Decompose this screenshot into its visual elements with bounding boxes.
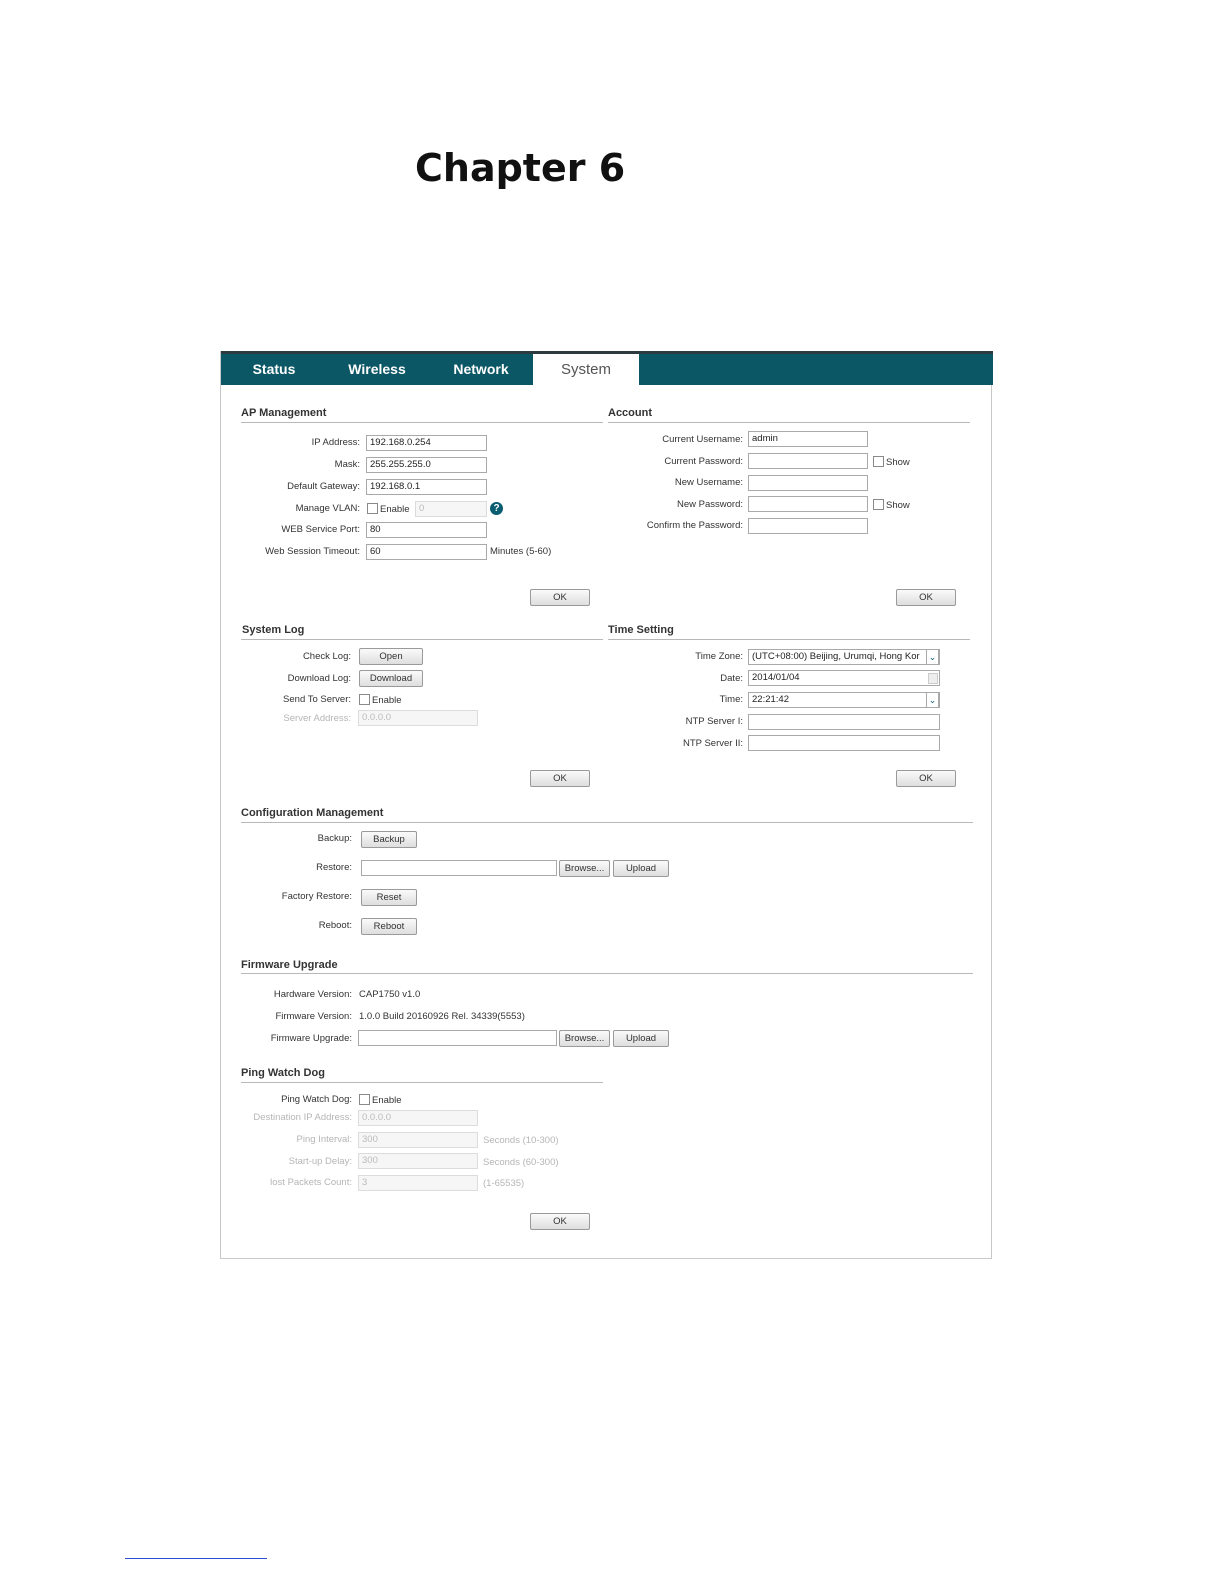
time-chevron-down-icon[interactable]: ⌄ [926, 692, 939, 708]
time-label: Time: [719, 694, 743, 705]
config-management-title: Configuration Management [241, 807, 384, 819]
check-log-label: Check Log: [302, 651, 351, 662]
web-service-port-label: WEB Service Port: [281, 524, 360, 535]
send-to-server-enable-text: Enable [372, 695, 402, 706]
confirm-password-label: Confirm the Password: [646, 520, 743, 531]
new-password-label: New Password: [677, 499, 743, 510]
timeout-hint: Minutes (5-60) [490, 546, 552, 557]
tab-wireless[interactable]: Wireless [348, 361, 406, 377]
manage-vlan-label: Manage VLAN: [295, 503, 360, 514]
ping-watchdog-enable-text: Enable [372, 1095, 402, 1106]
default-gateway-label: Default Gateway: [287, 481, 360, 492]
firmware-upgrade-divider [241, 973, 973, 974]
show-current-password-checkbox[interactable] [873, 456, 884, 467]
current-username-label: Current Username: [662, 434, 743, 445]
time-input[interactable]: 22:21:42 [748, 692, 940, 708]
current-password-label: Current Password: [664, 456, 743, 467]
show-current-password-text: Show [886, 457, 910, 468]
restore-upload-button[interactable]: Upload [613, 860, 669, 877]
ntp-server-1-label: NTP Server I: [685, 716, 743, 727]
reboot-label: Reboot: [318, 920, 352, 931]
time-setting-divider [608, 639, 970, 640]
firmware-version-label: Firmware Version: [275, 1011, 352, 1022]
ap-management-title: AP Management [241, 407, 327, 419]
ap-management-divider [241, 422, 603, 423]
restore-label: Restore: [316, 862, 352, 873]
send-to-server-checkbox[interactable] [359, 694, 370, 705]
lost-packets-input[interactable]: 3 [358, 1175, 478, 1191]
mask-label: Mask: [334, 459, 360, 470]
restore-file-input[interactable] [361, 860, 557, 876]
config-management-divider [241, 822, 973, 823]
time-zone-label: Time Zone: [695, 651, 743, 662]
ip-address-label: IP Address: [311, 437, 360, 448]
ip-address-input[interactable]: 192.168.0.254 [366, 435, 487, 451]
ping-interval-hint: Seconds (10-300) [483, 1135, 559, 1146]
tab-network[interactable]: Network [453, 361, 509, 377]
lost-packets-hint: (1-65535) [483, 1178, 525, 1189]
top-nav [221, 351, 993, 385]
restore-browse-button[interactable]: Browse... [559, 860, 610, 877]
ping-watchdog-ok-button[interactable]: OK [530, 1213, 590, 1230]
startup-delay-label: Start-up Delay: [288, 1156, 352, 1167]
ntp-server-2-label: NTP Server II: [682, 738, 743, 749]
new-username-label: New Username: [674, 477, 743, 488]
manage-vlan-enable-text: Enable [380, 504, 410, 515]
time-setting-ok-button[interactable]: OK [896, 770, 956, 787]
ping-watchdog-checkbox[interactable] [359, 1094, 370, 1105]
hardware-version-label: Hardware Version: [273, 989, 352, 1000]
account-divider [608, 422, 970, 423]
footer-link-underline [125, 1558, 267, 1559]
open-log-button[interactable]: Open [359, 648, 423, 665]
server-address-label: Server Address: [283, 713, 351, 724]
settings-panel [220, 351, 992, 1259]
reset-button[interactable]: Reset [361, 889, 417, 906]
calendar-icon[interactable] [928, 673, 938, 684]
help-icon[interactable]: ? [490, 502, 503, 515]
date-input[interactable]: 2014/01/04 [748, 670, 940, 686]
destination-ip-input[interactable]: 0.0.0.0 [358, 1110, 478, 1126]
tab-status[interactable]: Status [252, 361, 296, 377]
current-username-input[interactable]: admin [748, 431, 868, 447]
show-new-password-text: Show [886, 500, 910, 511]
ntp-server-2-input[interactable] [748, 735, 940, 751]
time-zone-select[interactable]: (UTC+08:00) Beijing, Urumqi, Hong Kor [748, 649, 940, 665]
lost-packets-label: lost Packets Count: [270, 1177, 352, 1188]
time-setting-title: Time Setting [608, 624, 674, 636]
vlan-id-input[interactable]: 0 [415, 501, 487, 517]
startup-delay-hint: Seconds (60-300) [483, 1157, 559, 1168]
date-label: Date: [720, 673, 743, 684]
default-gateway-input[interactable]: 192.168.0.1 [366, 479, 487, 495]
system-log-title: System Log [242, 624, 305, 636]
system-log-divider [241, 639, 603, 640]
download-log-button[interactable]: Download [359, 670, 423, 687]
new-username-input[interactable] [748, 475, 868, 491]
ntp-server-1-input[interactable] [748, 714, 940, 730]
system-log-ok-button[interactable]: OK [530, 770, 590, 787]
web-session-timeout-label: Web Session Timeout: [265, 546, 360, 557]
backup-label: Backup: [317, 833, 352, 844]
firmware-upgrade-title: Firmware Upgrade [241, 959, 338, 971]
firmware-upgrade-label: Firmware Upgrade: [270, 1033, 352, 1044]
destination-ip-label: Destination IP Address: [253, 1112, 352, 1123]
new-password-input[interactable] [748, 496, 868, 512]
web-service-port-input[interactable]: 80 [366, 522, 487, 538]
send-to-server-label: Send To Server: [283, 694, 351, 705]
download-log-label: Download Log: [287, 673, 351, 684]
ping-interval-input[interactable]: 300 [358, 1132, 478, 1148]
mask-input[interactable]: 255.255.255.0 [366, 457, 487, 473]
ping-watchdog-title: Ping Watch Dog [241, 1067, 325, 1079]
startup-delay-input[interactable]: 300 [358, 1153, 478, 1169]
ap-management-ok-button[interactable]: OK [530, 589, 590, 606]
time-zone-chevron-down-icon[interactable]: ⌄ [926, 649, 939, 665]
ping-watchdog-divider [241, 1082, 603, 1083]
backup-button[interactable]: Backup [361, 831, 417, 848]
firmware-file-input[interactable] [358, 1030, 557, 1046]
current-password-input[interactable] [748, 453, 868, 469]
manage-vlan-checkbox[interactable] [367, 503, 378, 514]
chapter-title: Chapter 6 [415, 146, 626, 190]
web-session-timeout-input[interactable]: 60 [366, 544, 487, 560]
account-ok-button[interactable]: OK [896, 589, 956, 606]
firmware-version-value: 1.0.0 Build 20160926 Rel. 34339(5553) [359, 1011, 525, 1022]
firmware-browse-button[interactable]: Browse... [559, 1030, 610, 1047]
account-title: Account [608, 407, 652, 419]
reboot-button[interactable]: Reboot [361, 918, 417, 935]
ping-watchdog-label: Ping Watch Dog: [281, 1094, 352, 1105]
factory-restore-label: Factory Restore: [281, 891, 352, 902]
ping-interval-label: Ping Interval: [296, 1134, 352, 1145]
tab-system[interactable]: System [533, 354, 639, 385]
hardware-version-value: CAP1750 v1.0 [359, 989, 421, 1000]
firmware-upload-button[interactable]: Upload [613, 1030, 669, 1047]
show-new-password-checkbox[interactable] [873, 499, 884, 510]
server-address-input[interactable]: 0.0.0.0 [358, 710, 478, 726]
confirm-password-input[interactable] [748, 518, 868, 534]
